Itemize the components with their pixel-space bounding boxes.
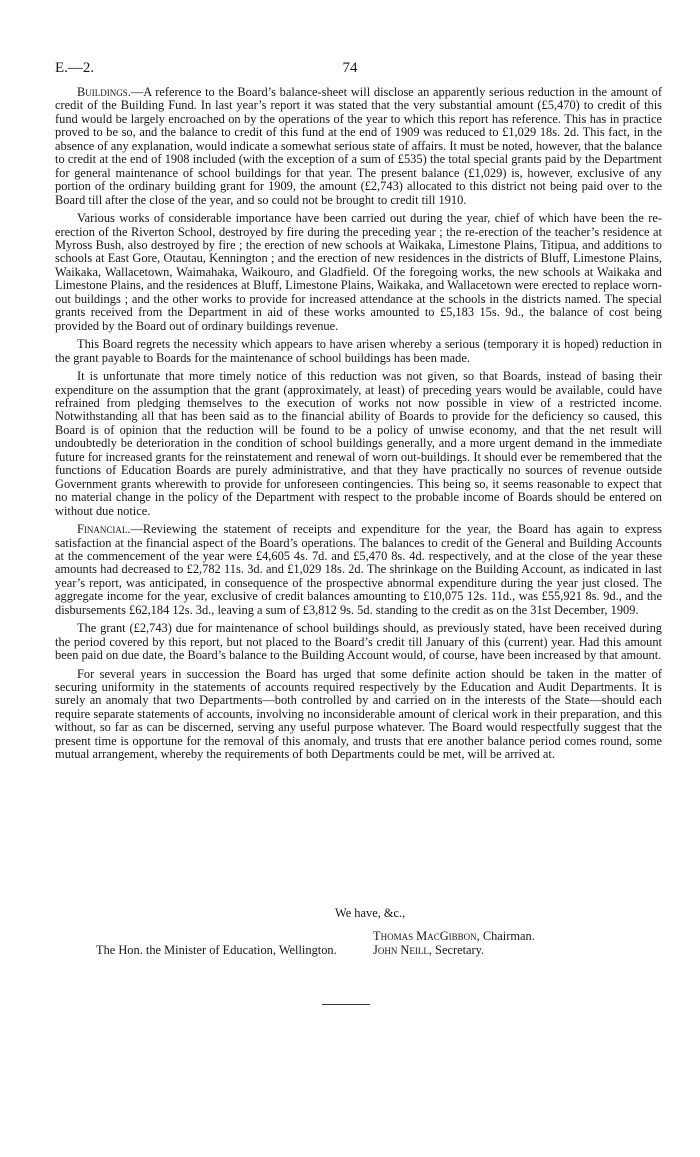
salutation: We have, &c., [335,906,406,920]
secretary-title: , Secretary. [428,943,485,957]
paragraph-text: —A reference to the Board’s balance-sheet will disclose an apparently serious reduction in the amount of credit of the Building Fund. In last year’s report it was stated that the very substantial amount (£5,470) to credit of this fund would be largely encroached on by the operations of the year to which this report has reference. This has in practice proved to be so, and the balance to credit of this fund at the end of 1909 was reduced to £1,029 18s. 2d. This fact, in the absence of any explanation, would indicate a somewhat serious state of affairs. It must be noted, however, that the balance to credit at the end of 1908 included (with the exception of a sum of £535) the total special grants paid by the Department for general maintenance of school buildings for that year. The present balance (£1,029) is, however, exclusive of any portion of the ordinary building grant for 1909, the amount (£2,743) allocated to this district not being paid over to the Board till after the close of the year, and so could not be brought to credit till 1910. [55,85,662,207]
page-number: 74 [342,60,358,76]
paragraph-text: It is unfortunate that more timely notice of this reduction was not given, so that Boards, instead of basing their expenditure on the assumption that the grant (approximately, at least) of preceding years would be available, could have refrained from pledging themselves to the execution of works not now possible in view of a restricted income. Notwithstanding all that has been said as to the financial ability of Boards to provide for the deficiency so caused, this Board is of opinion that the reduction will be found to be a policy of unwise economy, and that the net result will undoubtedly be deterioration in the condition of school buildings generally, and a more urgent demand in the immediate future for increased grants for the reinstatement and renewal of worn out-buildings. It should ever be remembered that the functions of Education Boards are purely administrative, and that they have practically no sources of revenue outside Government grants wherewith to provide for unforeseen contingencies. This being so, it seems reasonable to expect that no material change in the policy of the Department with respect to the probable income of Boards should be entered on without due notice. [55,369,662,518]
secretary-name: John Neill [373,943,429,957]
paragraph-works [55,212,662,333]
paragraph-text: The grant (£2,743) due for maintenance of school buildings should, as previously stated, have been received during the period covered by this report, but not placed to the Board’s credit till January of this (current) year. Had this amount been paid on due date, the Board’s balance to the Building Account would, of course, have been increased by that amount. [55,621,662,663]
paragraph-notice [55,370,662,518]
paragraph-text: For several years in succession the Board has urged that some definite action should be taken in the matter of securing uniformity in the statements of accounts required respectively by the Education and Audit Departments. It is surely an anomaly that two Departments—both controlled by and carried on in the interests of the State—should each require separate statements of accounts, involving no inconsiderable amount of clerical work in their preparation, and this without, so far as can be discerned, serving any useful purpose whatever. The Board would respectfully suggest that the present time is opportune for the removal of this anomaly, and trusts that ere another balance period comes round, some mutual arrangement, whereby the requirements of both Departments could be met, will be arrived at. [55,666,662,762]
paragraph-grant [55,622,662,662]
paragraph-buildings [55,86,662,207]
chairman-name: Thomas MacGibbon [373,929,477,943]
section-lead-buildings: Buildings. [77,85,131,99]
paragraph-text: Various works of considerable importance have been carried out during the year, chief of which have been the re-erection of the Riverton School, destroyed by fire during the preceding year ; the re-erection of the teacher’s residence at Myross Bush, also destroyed by fire ; the erection of new schools at Waikaka, Limestone Plains, Titipua, and additions to schools at East Gore, Otautau, Kennington ; and the erection of new residences in the districts of Bluff, Limestone Plains, Waikaka, Wallacetown, Waimahaka, Waikouro, and Gladfield. Of the foregoing works, the new schools at Waikaka and Limestone Plains, and the residences at Bluff, Limestone Plains, Waikaka, and Wallacetown were erected to replace worn-out buildings ; and the other works to provide for increased attendance at the schools in the districts named. The special grants received from the Department in aid of these works amounted to £5,183 15s. 9d., the balance of cost being provided by the Board out of ordinary buildings revenue. [55,211,662,333]
signature-secretary [373,943,484,958]
section-lead-financial: Financial. [77,522,131,537]
paragraph-text: This Board regrets the necessity which appears to have arisen whereby a serious (temporary it is hoped) reduction in the grant payable to Boards for the maintenance of school buildings has been made. [55,337,662,365]
chairman-title: , Chairman. [476,929,535,943]
paragraph-regret [55,338,662,365]
end-rule-divider [322,1004,370,1005]
report-body [55,86,662,767]
paragraph-uniformity [55,668,662,762]
series-reference: E.—2. [55,60,95,76]
paragraph-financial [55,523,662,617]
paragraph-text: —Reviewing the statement of receipts and expenditure for the year, the Board has again to express satisfaction at the financial aspect of the Board’s operations. The balances to credit of the General and Building Accounts at the commencement of the year were £4,605 4s. 7d. and £5,470 8s. 4d. respectively, and at the close of the year these amounts had decreased to £2,782 11s. 3d. and £1,029 18s. 2d. The shrinkage on the Building Account, as indicated in last year’s report, was anticipated, in consequence of the prospective abnormal expenditure during the year just closed. The aggregate income for the year, exclusive of credit balances amounting to £10,075 12s. 11d., was £55,921 8s. 9d., and the disbursements £62,184 12s. 3d., leaving a sum of £3,812 9s. 5d. standing to the credit as on the 31st December, 1909. [55,522,662,617]
signature-chairman [373,929,535,944]
addressee: The Hon. the Minister of Education, Wellington. [96,943,337,957]
